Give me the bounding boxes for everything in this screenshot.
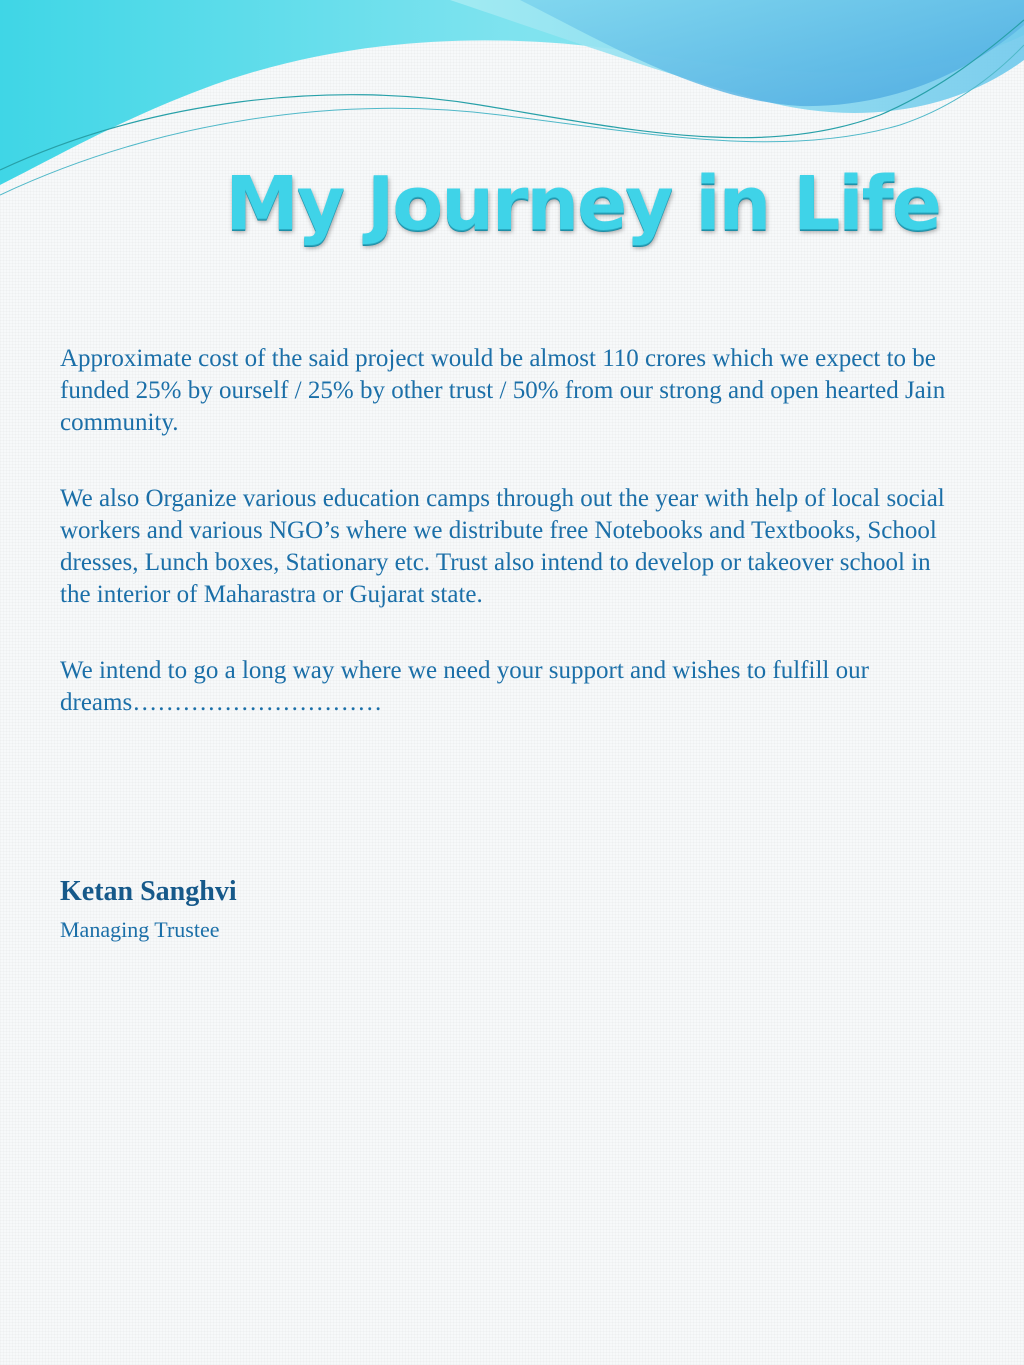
signature-role: Managing Trustee xyxy=(60,917,220,942)
signature-name: Ketan Sanghvi xyxy=(60,876,237,907)
paragraph-education-camps: We also Organize various education camps through out the year with help of local social workers and various NGO’s where we distribute free Notebooks and Textbooks, School dresses, Lunch boxes, Stationary etc. Trust also intend to develop or takeover school in the interior of Maharastra or Gujarat state. xyxy=(60,485,945,608)
paragraph-project-cost: Approximate cost of the said project would be almost 110 crores which we expect to be funded 25% by ourself / 25% by other trust / 50% from our strong and open hearted Jain community. xyxy=(60,345,946,436)
page-title: My Journey in Life xyxy=(225,161,940,247)
body-content xyxy=(60,343,950,719)
paragraph-support-request: We intend to go a long way where we need your support and wishes to fulfill our dreams………………………… xyxy=(60,657,869,716)
